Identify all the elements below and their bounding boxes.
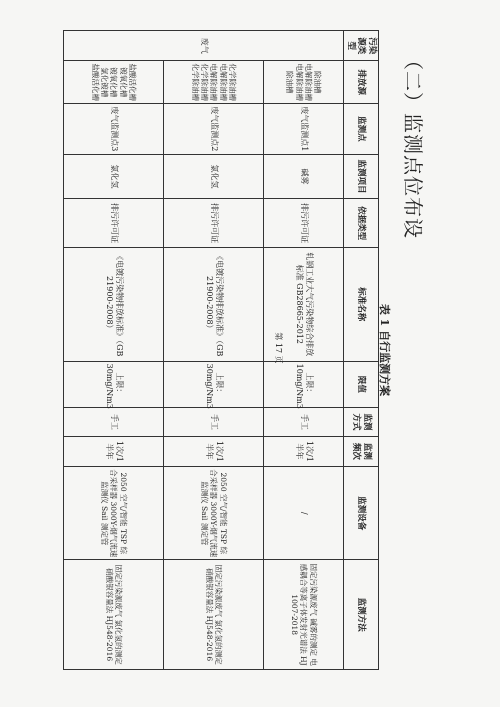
- item-cell: 碱雾: [264, 154, 344, 199]
- mode-cell: 手工: [264, 408, 344, 436]
- mode-cell: 手工: [164, 408, 264, 436]
- standard-cell: 《电镀污染物排放标准》（GB 21900-2008）: [164, 248, 264, 362]
- header-cell: 污染源类型: [344, 31, 379, 61]
- source-item: 除油槽: [313, 70, 323, 94]
- table-row: [164, 31, 264, 670]
- limit-cell: 上限：30mg/Nm3: [164, 361, 264, 408]
- source-item: 化学除油槽: [228, 63, 238, 101]
- source-item: 镀氧化槽: [118, 67, 128, 98]
- source-item: 盐酸活化槽: [90, 63, 100, 101]
- method-cell: 固定污染源废气 碱雾的测定 电感耦合等离子体发射光谱法 HJ 1007-2018: [264, 560, 344, 670]
- freq-cell: 1次/1半年: [264, 436, 344, 466]
- standard-cell: 《电镀污染物排放标准》（GB 21900-2008）: [64, 248, 164, 362]
- source-item: 氯化镀槽: [99, 67, 109, 98]
- table-row: [64, 31, 164, 670]
- category-cell: 废气: [64, 31, 344, 61]
- freq-cell: 1次/1半年: [164, 436, 264, 466]
- header-cell: 监测点: [344, 104, 379, 155]
- header-cell: 监测频次: [344, 436, 379, 466]
- source-item: 镀氧化槽: [109, 67, 119, 98]
- header-cell: 监测项目: [344, 154, 379, 199]
- source-item: 化学除油槽: [190, 63, 200, 101]
- basis-cell: 排污许可证: [64, 199, 164, 248]
- method-cell: 固定污染源废气 氯化氢的测定 硝酸银容量法 HJ548-2016: [64, 560, 164, 670]
- header-cell: 限值: [344, 361, 379, 408]
- header-cell: 标准名称: [344, 248, 379, 362]
- source-item: 电解除油槽: [218, 63, 228, 101]
- freq-cell: 1次/1半年: [64, 436, 164, 466]
- device-cell: 2050 空气/智能 TSP 综合采样器 3000Y-烟气流速监测仪 Sail 测定管: [64, 467, 164, 560]
- sources-cell: [264, 61, 344, 104]
- source-item: 盐酸活化槽: [128, 63, 138, 101]
- source-item: 除油槽: [285, 70, 295, 94]
- point-cell: 废气监测点1: [264, 104, 344, 155]
- header-cell: 依据类型: [344, 199, 379, 248]
- basis-cell: 排污许可证: [264, 199, 344, 248]
- mode-cell: 手工: [64, 408, 164, 436]
- standard-cell: 轧钢工业大气污染物综合排放标准 GB28665-2012: [264, 248, 344, 362]
- header-cell: 监测设备: [344, 467, 379, 560]
- method-cell: 固定污染源废气 氯化氢的测定 硝酸银容量法 HJ548-2016: [164, 560, 264, 670]
- item-cell: 氯化氢: [64, 154, 164, 199]
- basis-cell: 排污许可证: [164, 199, 264, 248]
- section-heading-text: （二）监测点位布设: [401, 50, 425, 239]
- source-item: 化学除油槽: [199, 63, 209, 101]
- limit-cell: 上限：30mg/Nm3: [64, 361, 164, 408]
- header-cell: 排放源: [344, 61, 379, 104]
- limit-cell: 上限：10mg/Nm3: [264, 361, 344, 408]
- source-item: 电解除油槽: [294, 63, 304, 101]
- device-cell: 2050 空气/智能 TSP 综合采样器 3000Y-烟气流速监测仪 Sail 测定管: [164, 467, 264, 560]
- section-heading: [395, 30, 435, 670]
- table-caption: 表 1 自行监测方案: [378, 303, 391, 397]
- sources-cell: [164, 61, 264, 104]
- item-cell: 氯化氢: [164, 154, 264, 199]
- monitoring-plan-table: [63, 30, 379, 670]
- rotated-content: [65, 30, 435, 670]
- point-cell: 废气监测点2: [164, 104, 264, 155]
- point-cell: 废气监测点3: [64, 104, 164, 155]
- table-header-row: [344, 31, 379, 670]
- source-item: 电解除油槽: [209, 63, 219, 101]
- header-cell: 监测方式: [344, 408, 379, 436]
- page-number: 第 17 页: [274, 332, 283, 364]
- device-cell: /: [264, 467, 344, 560]
- sources-cell: [64, 61, 164, 104]
- header-cell: 监测方法: [344, 560, 379, 670]
- source-item: 电解除油槽: [304, 63, 313, 101]
